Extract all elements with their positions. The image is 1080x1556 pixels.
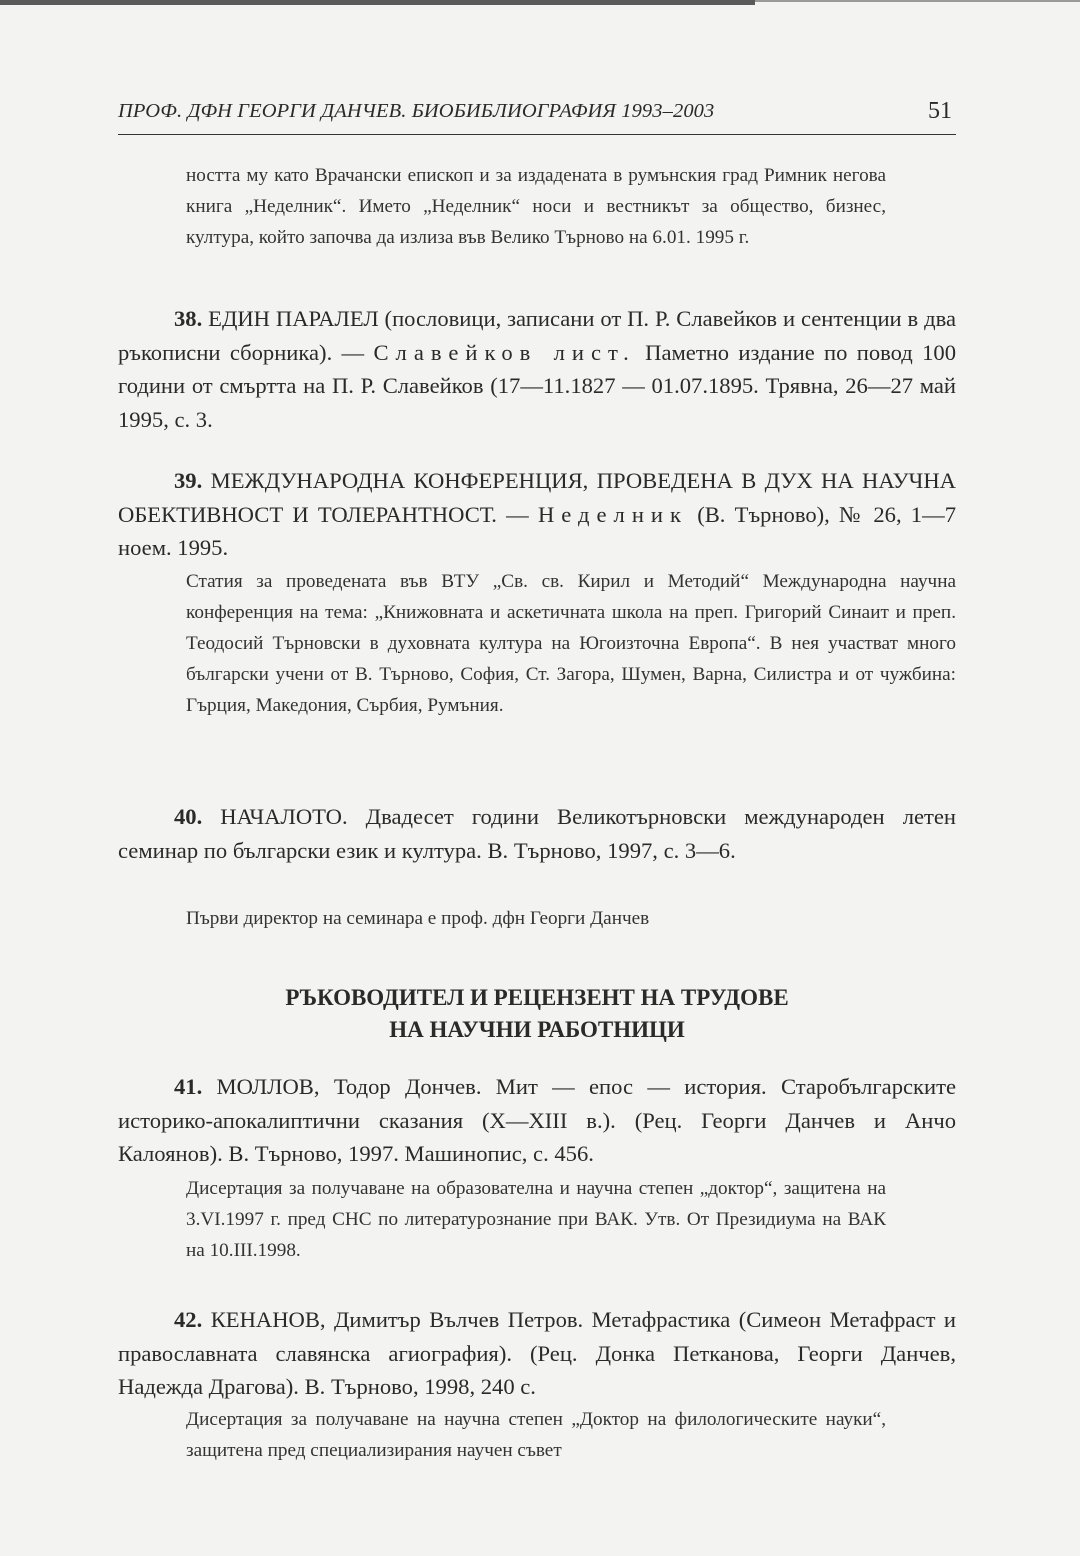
entry-39: [118, 464, 956, 565]
entry-text: МЕЖДУНАРОДНА КОНФЕРЕНЦИЯ, ПРОВЕДЕНА В ДУХ НА НАУЧНА ОБЕКТИВНОСТ И ТОЛЕРАНТНОСТ. —: [118, 468, 956, 527]
entry-number: 40.: [174, 804, 203, 829]
spaced-title: Славейков лист.: [373, 339, 636, 365]
entry-number: 39.: [174, 468, 203, 493]
entry-40: [118, 800, 956, 867]
section-heading-line2: НА НАУЧНИ РАБОТНИЦИ: [389, 1017, 685, 1042]
entry-38: [118, 302, 956, 436]
entry-text: ЕДИН ПАРАЛЕЛ (пословици, записани от П. Р. Славейков и сентенции в два ръкописни сборника). —: [118, 306, 956, 365]
entry-text-after: (В. Търново), № 26, 1—7 ноем. 1995.: [118, 501, 956, 560]
entry-text: НАЧАЛОТО. Двадесет години Великотърновски международен летен семинар по български език и култура. В. Търново, 1997, с. 3—6.: [118, 804, 956, 863]
entry-number: 41.: [174, 1074, 203, 1099]
entry-text-after: Паметно издание по повод 100 години от смъртта на П. Р. Славейков (17—11.1827 — 01.07.1895. Трявна, 26—27 май 1995, с. 3.: [118, 339, 957, 432]
entry-42: [118, 1303, 956, 1404]
page-number: 51: [928, 98, 952, 124]
entry-40-note: Първи директор на семинара е проф. дфн Георги Данчев: [186, 908, 650, 929]
entry-number: 38.: [174, 306, 203, 331]
scan-edge-shadow: [0, 0, 755, 5]
entry-42-note: Дисертация за получаване на научна степен „Доктор на филологическите науки“, защитена пред специализирания научен съвет: [186, 1409, 886, 1461]
entry-41: [118, 1070, 956, 1171]
entry-number: 42.: [174, 1307, 203, 1332]
running-title: ПРОФ. ДФН ГЕОРГИ ДАНЧЕВ. БИОБИБЛИОГРАФИЯ 1993–2003: [118, 100, 715, 122]
spaced-title: Неделник: [537, 501, 688, 527]
entry-41-note: Дисертация за получаване на образователна и научна степен „доктор“, защитена на 3.VI.1997 г. пред СНС по литературознание при ВАК. Утв. От Президиума на ВАК на 10.III.1998.: [186, 1178, 886, 1261]
entry-39-note: Статия за проведената във ВТУ „Св. св. Кирил и Методий“ Международна научна конференция на тема: „Книжовната и аскетичната школа на преп. Григорий Синаит и преп. Теодосий Търновски в духовната култура на Югоизточна Европа“. В нея участват много български учени от В. Търново, София, Ст. Загора, Шумен, Варна, Силистра и от чужбина: Гърция, Македония, Сърбия, Румъния.: [186, 571, 956, 716]
scan-edge-shadow-light: [755, 0, 1080, 2]
section-heading: [118, 982, 956, 1046]
entry-text: МОЛЛОВ, Тодор Дончев. Мит — епос — история. Старобългарските историко-апокалиптични сказания (X—XIII в.). (Рец. Георги Данчев и Анчо Калоянов). В. Търново, 1997. Машинопис, с. 456.: [118, 1074, 956, 1166]
section-heading-line1: РЪКОВОДИТЕЛ И РЕЦЕНЗЕНТ НА ТРУДОВЕ: [285, 985, 789, 1010]
page-header: [118, 96, 956, 135]
intro-note: ността му като Врачански епископ и за издадената в румънския град Римник негова книга „Неделник“. Името „Неделник“ носи и вестникът за общество, бизнес, култура, който започва да излиза във Велико Търново на 6.01. 1995 г.: [186, 165, 886, 248]
entry-text: КЕНАНОВ, Димитър Вълчев Петров. Метафрастика (Симеон Метафраст и православната славянска агиография). (Рец. Донка Петканова, Георги Данчев, Надежда Драгова). В. Търново, 1998, 240 с.: [118, 1307, 956, 1399]
